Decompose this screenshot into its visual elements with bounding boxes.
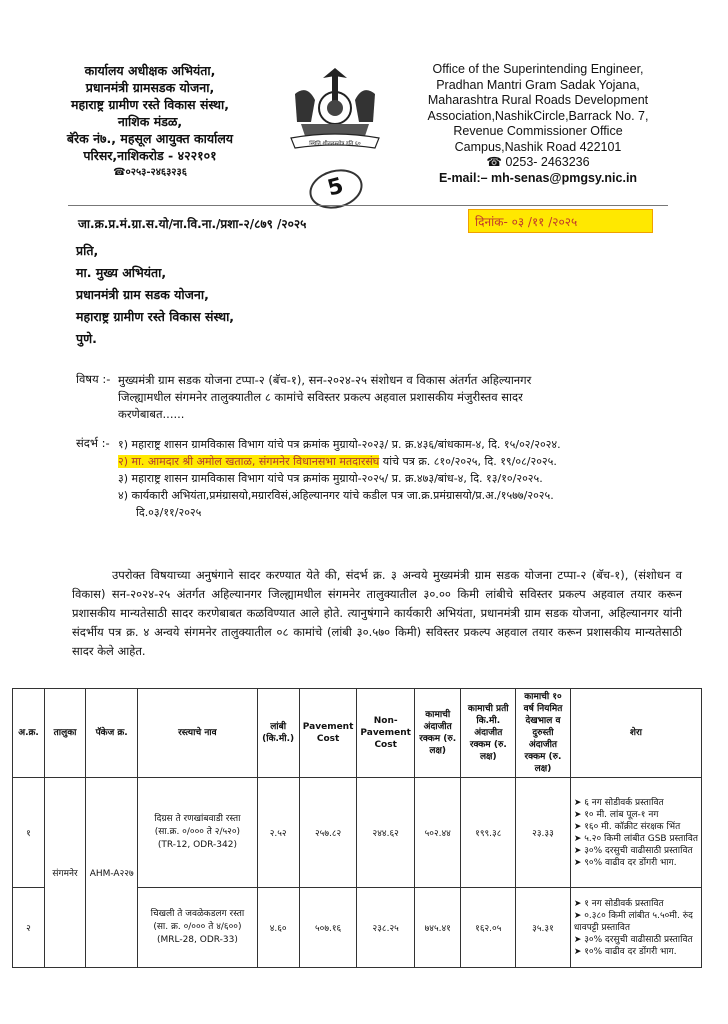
- cell-work-cost: ५०२.४४: [414, 778, 460, 888]
- reference-2: [118, 453, 678, 470]
- col-maintenance: कामाची १० वर्ष नियमित देखभाल व दुरुस्ती अंदाजीत रक्कम (रु. लक्ष): [516, 689, 571, 778]
- col-pavement: Pavement Cost: [299, 689, 357, 778]
- works-table: [12, 688, 702, 968]
- col-per-km: कामाची प्रती कि.मी. अंदाजीत रक्कम (रु. लक्ष): [461, 689, 516, 778]
- office-title-mr: कार्यालय अधीक्षक अभियंता,: [84, 63, 216, 78]
- cell-remarks: [570, 888, 701, 968]
- cell-road-name: [138, 888, 257, 968]
- addressee-scheme: प्रधानमंत्री ग्राम सडक योजना,: [76, 287, 209, 302]
- cell-package: AHM-A२२७: [86, 778, 138, 968]
- cell-remarks: [570, 778, 701, 888]
- reference-4-date: दि.०३/११/२०२५: [136, 506, 202, 519]
- remark-item: ➤ ३०% दरसुची वाढीसाठी प्रस्तावित: [573, 845, 693, 856]
- reference-3: ३) महाराष्ट्र शासन ग्रामविकास विभाग यांचे पत्र क्रमांक मुग्रायो-२०२५/ प्र. क्र.४७३/बांध-४, दि. १३/१०/२०२५.: [118, 472, 543, 485]
- cell-pavement: ५०७.१६: [299, 888, 357, 968]
- subject-line: जिल्ह्यामधील संगमनेर तालुक्यातील ८ कामांचे सविस्तर प्रकल्प अहवाल प्रशासकीय मंजुरीस्तव सादर: [118, 390, 523, 404]
- scheme-name-en: Pradhan Mantri Gram Sadak Yojana,: [436, 77, 640, 92]
- cell-taluka: संगमनेर: [45, 778, 86, 968]
- cell-maintenance: ३५.३१: [516, 888, 571, 968]
- association-name-en-2: Association,NashikCircle,Barrack No. 7,: [427, 108, 649, 123]
- references-label: संदर्भ :-: [76, 436, 110, 450]
- references-list: [118, 436, 678, 521]
- cell-sr: १: [13, 778, 45, 888]
- letterhead-marathi: [30, 62, 270, 181]
- col-work-cost: कामाची अंदाजीत रक्कम (रु. लक्ष): [414, 689, 460, 778]
- col-remarks: शेरा: [570, 689, 701, 778]
- office-title-en: Office of the Superintending Engineer,: [432, 62, 644, 76]
- association-name-mr: महाराष्ट्र ग्रामीण रस्ते विकास संस्था,: [70, 97, 230, 112]
- address-line2-mr: परिसर,नाशिकरोड - ४२२१०१: [83, 148, 217, 163]
- cell-non-pavement: २४४.६२: [357, 778, 415, 888]
- remark-item: धावपट्टी प्रस्तावित: [573, 922, 630, 933]
- road-name: दिग्रस ते रणखांबवाडी रस्ता: [154, 814, 241, 824]
- subject-text: [118, 372, 658, 423]
- addressee-prati: प्रति,: [76, 243, 99, 258]
- association-name-en-1: Maharashtra Rural Roads Development: [427, 93, 649, 107]
- remark-item: ➤ ५.२० किमी लांबीत GSB प्रस्तावित: [573, 833, 698, 844]
- table-header-row: [13, 689, 702, 778]
- col-length: लांबी (कि.मी.): [257, 689, 299, 778]
- road-code: (MRL-28, ODR-33): [156, 935, 238, 945]
- remark-item: ➤ ६ नग सोडीवर्क प्रस्तावित: [573, 797, 664, 808]
- subject-label: विषय :-: [76, 372, 111, 386]
- letter-date: दिनांक- ०३ /११ /२०२५: [468, 209, 653, 233]
- cell-sr: २: [13, 888, 45, 968]
- cell-pavement: २५७.८२: [299, 778, 357, 888]
- addressee-association: महाराष्ट्र ग्रामीण रस्ते विकास संस्था,: [76, 309, 235, 324]
- circle-name-mr: नाशिक मंडळ,: [117, 114, 183, 129]
- cell-per-km: १६२.०५: [461, 888, 516, 968]
- cell-road-name: [138, 778, 257, 888]
- address-line2-en: Campus,Nashik Road 422101: [454, 139, 622, 154]
- cell-length: ४.६०: [257, 888, 299, 968]
- remark-item: ➤ १० मी. लांब पूल-१ नग: [573, 809, 659, 820]
- col-non-pavement: Non-Pavement Cost: [357, 689, 415, 778]
- remark-item: ➤ १०% वाढीव दर डोंगरी भाग.: [573, 946, 677, 957]
- emblem-ribbon-text: स्थिति शीतलस्तोत्र इति ६०: [309, 141, 361, 147]
- body-paragraph: उपरोक्त विषयाच्या अनुषंगाने सादर करण्यात येते की, संदर्भ क्र. ३ अन्वये मुख्यमंत्री ग्राम सडक योजना टप्पा-२ (बॅच-१), (संशोधन व विकास) सन-२०२४-२५ अंतर्गत अहिल्यानगर जिल्ह्यामधील संगमनेर तालुक्यातील ३०.०० किमी लांबीचे सविस्तर प्रकल्प अहवाल तयार करून प्रशासकीय मान्यतेसाठी सादर करणेबाबत कळविण्यात आले होते. त्यानुषंगाने कार्यकारी अभियंता, प्रधानमंत्री ग्राम सडक योजना, अहिल्यानगर यांनी संदर्भीय पत्र क्र. ४ अन्वये संगमनेर तालुक्यातील ०८ कामांचे (लांबी ३०.५७० किमी) सविस्तर प्रकल्प अहवाल तयार करून प्रशासकीय मान्यतेसाठी सादर केले आहेत.: [72, 568, 682, 658]
- cell-length: २.५२: [257, 778, 299, 888]
- cell-work-cost: ७४५.४१: [414, 888, 460, 968]
- remark-item: ➤ ०.३८० किमी लांबीत ५.५०मी. रुंद: [573, 910, 693, 921]
- emblem-icon: [285, 64, 385, 154]
- road-chainage: (सा. क्र. ०/००० ते ४/६००): [153, 922, 242, 932]
- subject-line: करणेबाबत......: [118, 407, 185, 421]
- addressee-title: मा. मुख्य अभियंता,: [76, 265, 167, 280]
- letterhead-english: [388, 62, 688, 186]
- reference-2-highlight: २) मा. आमदार श्री अमोल खताळ, संगमनेर विधानसभा मतदारसंघ: [118, 455, 380, 468]
- col-taluka: तालुका: [45, 689, 86, 778]
- remark-item: ➤ ९०% वाढीव दर डोंगरी भाग.: [573, 857, 677, 868]
- reference-2-rest: यांचे पत्र क्र. ८१०/२०२५, दि. १९/०८/२०२५.: [379, 455, 557, 468]
- col-road-name: रस्त्याचे नाव: [138, 689, 257, 778]
- header-divider: [68, 205, 668, 206]
- address-line1-mr: बॅरेक नं७., महसूल आयुक्त कार्यालय: [66, 131, 234, 146]
- cell-non-pavement: २३८.२५: [357, 888, 415, 968]
- government-emblem: [285, 64, 385, 202]
- road-chainage: (सा.क्र. ०/००० ते २/५२०): [154, 827, 241, 837]
- remark-item: ➤ ३०% दरसुची वाढीसाठी प्रस्तावित: [573, 934, 693, 945]
- road-name: चिखली ते जवळेकडलग रस्ता: [150, 909, 245, 919]
- col-sr: अ.क्र.: [13, 689, 45, 778]
- cell-maintenance: २३.३३: [516, 778, 571, 888]
- remark-item: ➤ १ नग सोडीवर्क प्रस्तावित: [573, 898, 664, 909]
- addressee-city: पुणे.: [76, 331, 97, 346]
- remark-item: ➤ १६० मी. कॉक्रीट संरक्षक भिंत: [573, 821, 681, 832]
- letter-reference-number: जा.क्र.प्र.मं.ग्रा.स.यो/ना.वि.ना./प्रशा-२/८७९ /२०२५: [78, 217, 307, 231]
- road-code: (TR-12, ODR-342): [157, 840, 237, 850]
- col-package: पॅकेज क्र.: [86, 689, 138, 778]
- address-line1-en: Revenue Commissioner Office: [453, 124, 623, 138]
- phone-en: ☎ 0253- 2463236: [486, 155, 590, 169]
- table-row: [13, 778, 702, 888]
- routing-stamp: 5: [305, 164, 367, 215]
- subject-line: मुख्यमंत्री ग्राम सडक योजना टप्पा-२ (बॅच-१), सन-२०२४-२५ संशोधन व विकास अंतर्गत अहिल्यानगर: [118, 373, 532, 387]
- scheme-name-mr: प्रधानमंत्री ग्रामसडक योजना,: [85, 80, 215, 95]
- cell-per-km: १९९.३८: [461, 778, 516, 888]
- reference-1: १) महाराष्ट्र शासन ग्रामविकास विभाग यांचे पत्र क्रमांक मुग्रायो-२०२३/ प्र. क्र.४३६/बांधकाम-४, दि. १५/०२/२०२४.: [118, 438, 561, 451]
- reference-4: ४) कार्यकारी अभियंता,प्रमंग्रासयो,मग्रारविसं,अहिल्यानगर यांचे कडील पत्र जा.क्र.प्रमंग्रासयो/प्र.अ./१५७७/२०२५.: [118, 489, 554, 502]
- addressee-block: [76, 240, 234, 350]
- email-en: E-mail:– mh-senas@pmgsy.nic.in: [438, 170, 638, 185]
- phone-mr: ☎०२५३-२४६३२३६: [113, 167, 187, 178]
